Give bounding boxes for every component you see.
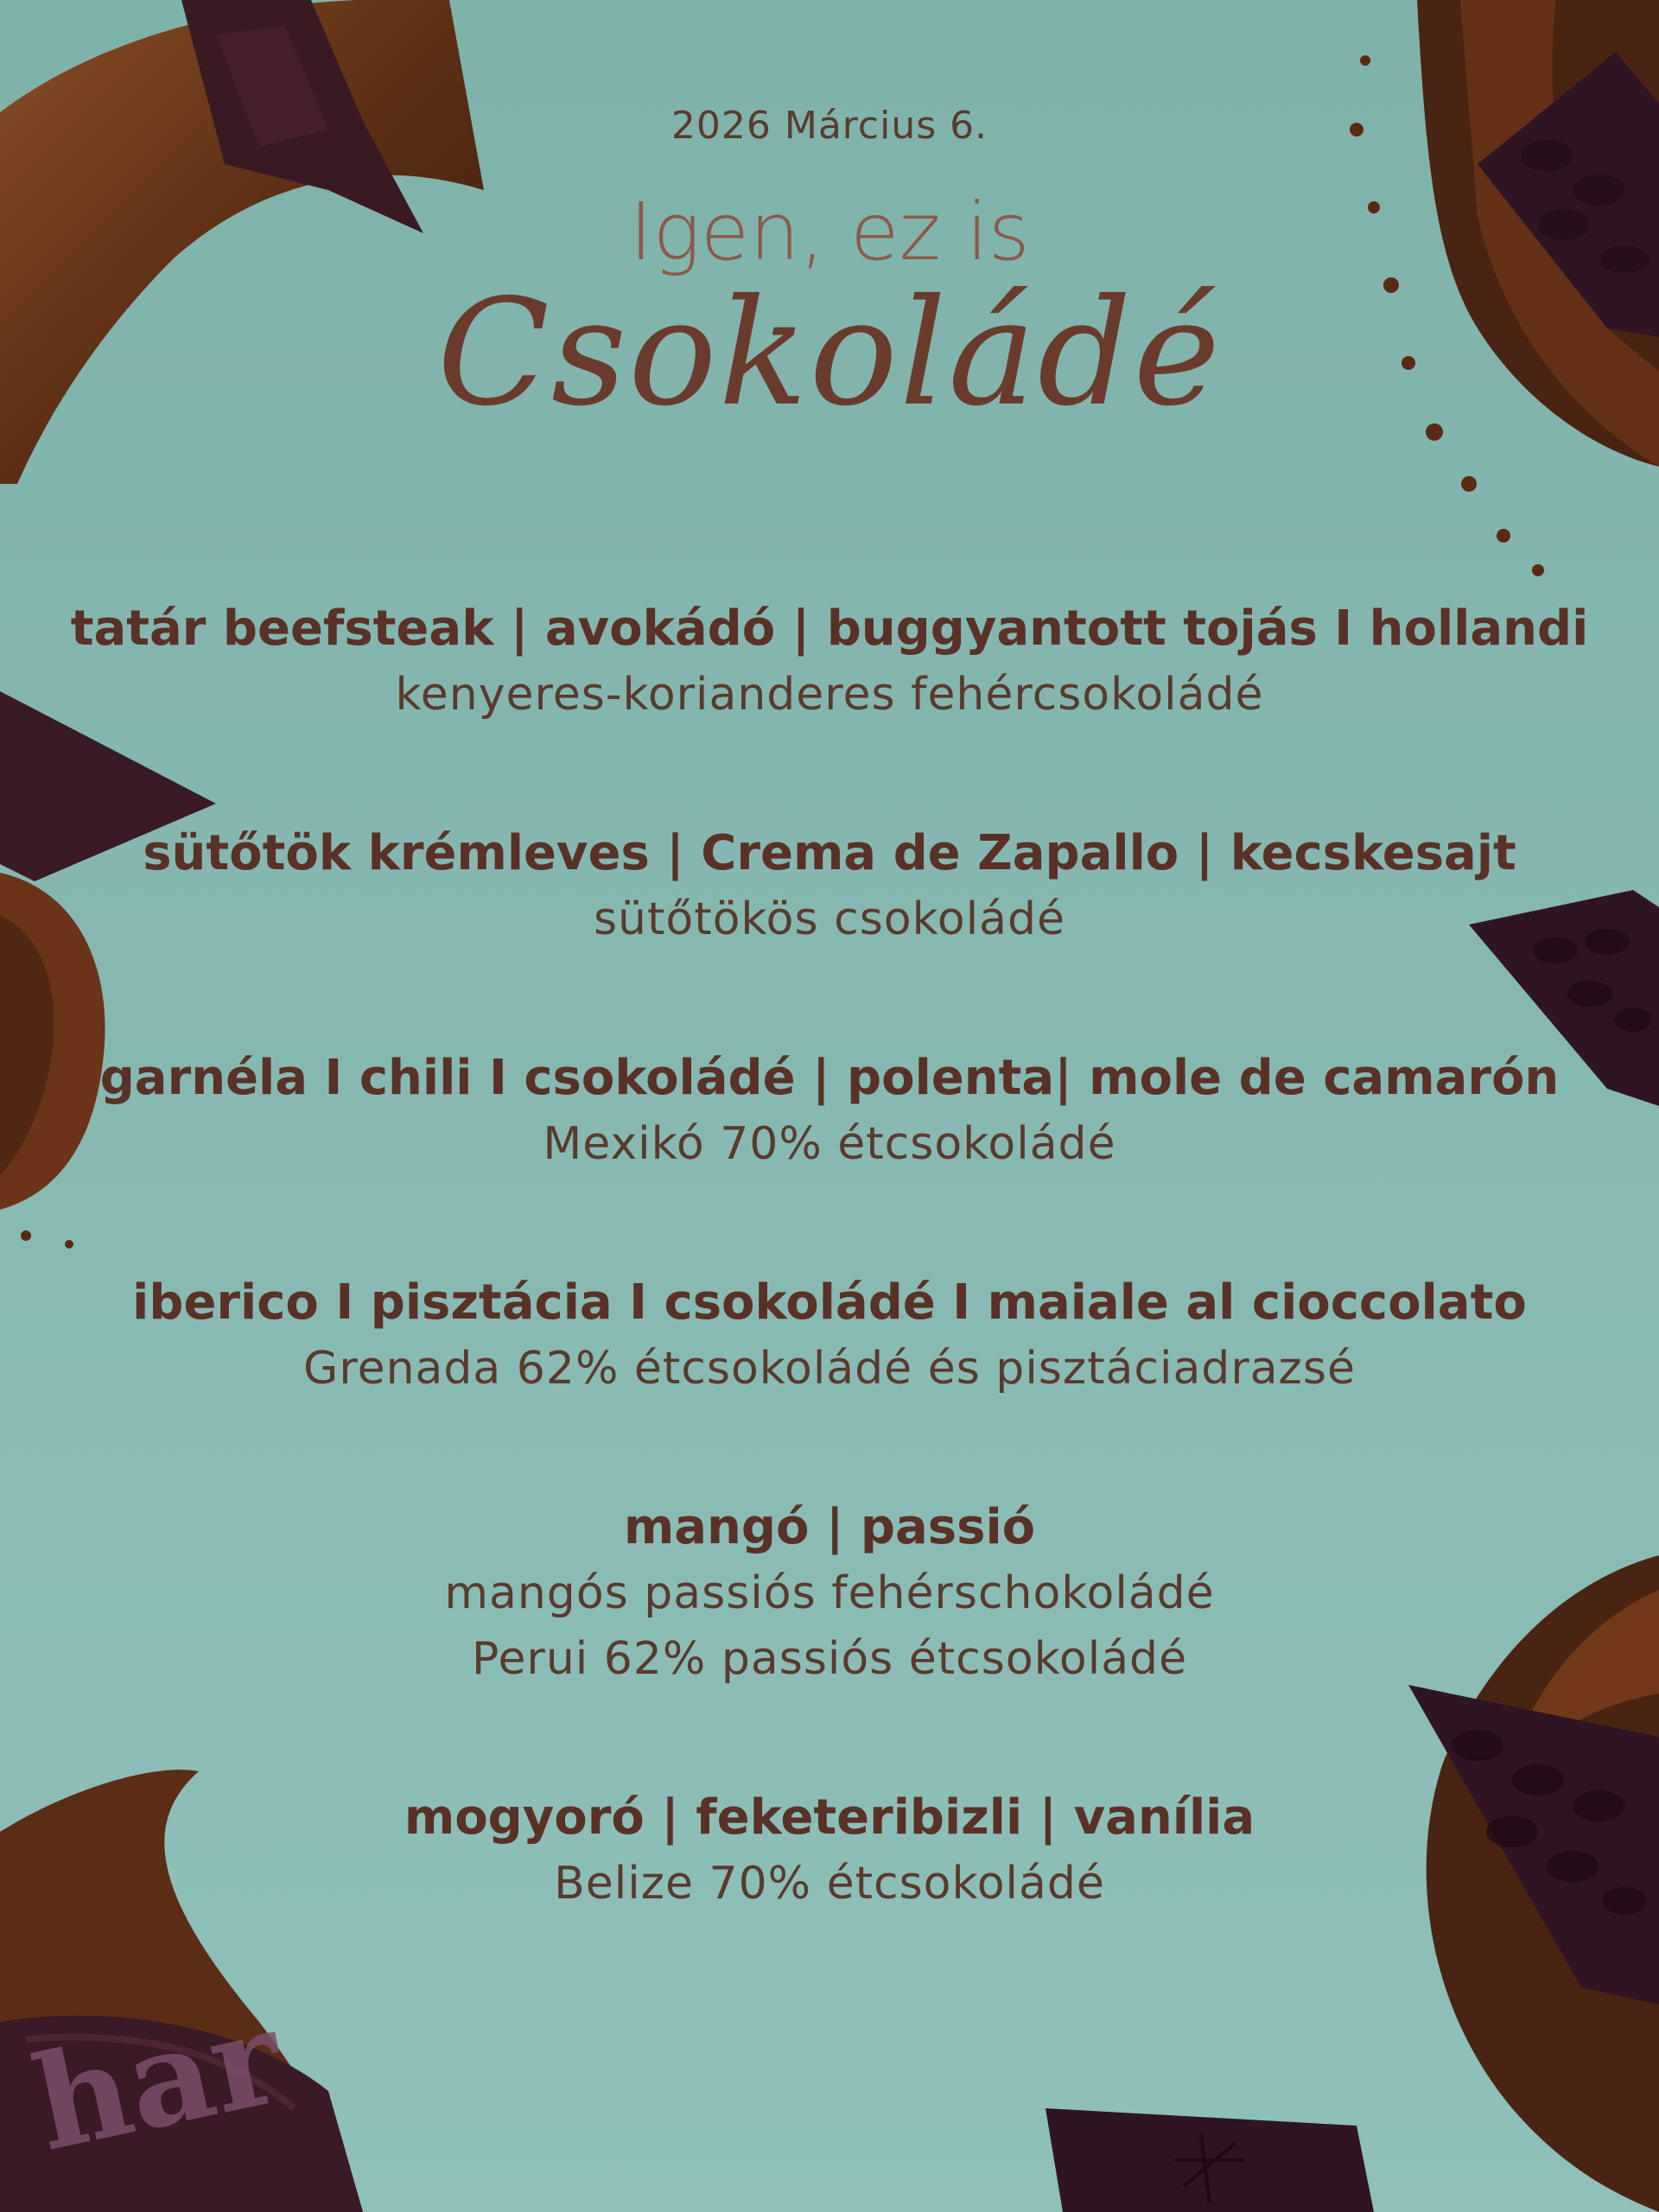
page-title: Csokoládé bbox=[436, 268, 1223, 439]
menu-item bbox=[0, 596, 1659, 728]
menu-item-description: Belize 70% étcsokoládé bbox=[554, 1858, 1105, 1910]
menu-item bbox=[0, 1046, 1659, 1177]
page-subtitle: Igen, ez is bbox=[629, 186, 1030, 278]
brand-logo-text: har bbox=[21, 1980, 295, 2181]
menu-item-title: mogyoró | feketeribizli | vanília bbox=[404, 1789, 1255, 1846]
menu-item-title: iberico I pisztácia I csokoládé I maiale al cioccolato bbox=[132, 1274, 1527, 1331]
menu-item-title: garnéla I chili I csokoládé | polenta| mole de camarón bbox=[99, 1050, 1560, 1106]
menu-item bbox=[0, 1495, 1659, 1692]
menu-list bbox=[0, 596, 1659, 2010]
menu-item-description: Grenada 62% étcsokoládé és pisztáciadrazsé bbox=[303, 1343, 1356, 1395]
event-date: 2026 Március 6. bbox=[671, 104, 988, 148]
menu-item-description: sütőtökös csokoládé bbox=[593, 893, 1066, 945]
menu-item bbox=[0, 821, 1659, 952]
menu-item-description: Mexikó 70% étcsokoládé bbox=[543, 1118, 1116, 1170]
menu-item bbox=[0, 1785, 1659, 1916]
menu-item-description: kenyeres-korianderes fehércsokoládé bbox=[395, 669, 1264, 721]
menu-item-title: mangó | passió bbox=[623, 1499, 1036, 1555]
menu-item-description: mangós passiós fehérschokoládé bbox=[444, 1567, 1215, 1619]
menu-item bbox=[0, 1270, 1659, 1402]
menu-item-description: Perui 62% passiós étcsokoládé bbox=[471, 1633, 1188, 1685]
menu-item-title: tatár beefsteak | avokádó | buggyantott tojás I hollandi bbox=[70, 601, 1589, 657]
menu-item-title: sütőtök krémleves | Crema de Zapallo | kecskesajt bbox=[143, 825, 1516, 881]
